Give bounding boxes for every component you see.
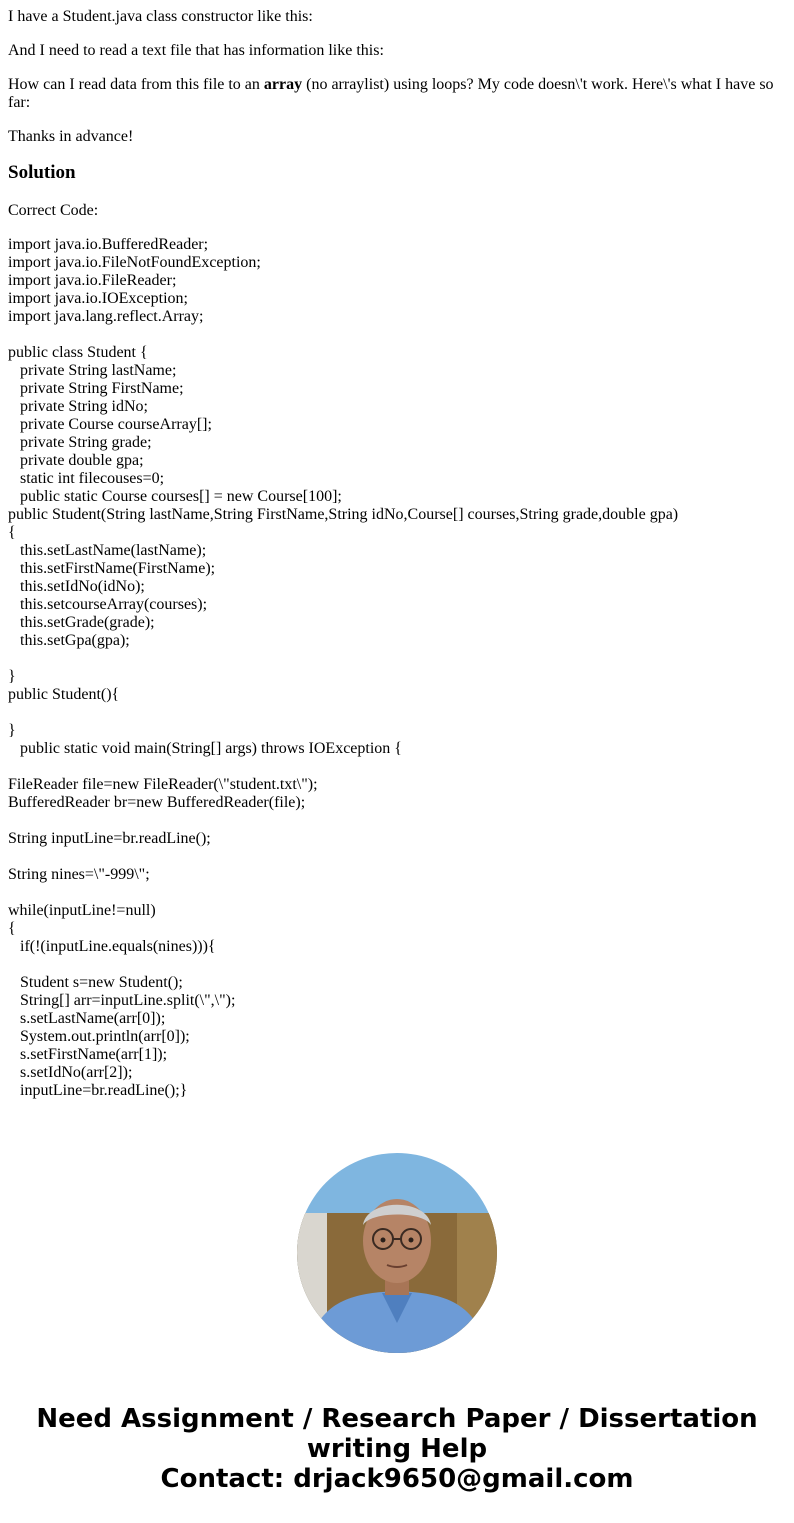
question-main-start: How can I read data from this file to an xyxy=(8,76,264,93)
code-line: this.setGpa(gpa); xyxy=(8,632,130,649)
solution-intro: Correct Code: xyxy=(8,202,99,219)
solution-heading: Solution xyxy=(8,162,76,183)
code-line xyxy=(8,848,786,866)
code-line: while(inputLine!=null) xyxy=(8,902,156,919)
code-line xyxy=(8,812,786,830)
code-line xyxy=(8,326,786,344)
code-line: s.setLastName(arr[0]); xyxy=(8,1010,166,1027)
author-avatar xyxy=(297,1153,497,1353)
code-line: static int filecouses=0; xyxy=(8,470,165,487)
code-line: Student s=new Student(); xyxy=(8,974,183,991)
code-line: { xyxy=(8,524,16,541)
code-line: private String lastName; xyxy=(8,362,177,379)
code-line: import java.io.FileNotFoundException; xyxy=(8,254,261,271)
code-line: this.setGrade(grade); xyxy=(8,614,155,631)
code-line: } xyxy=(8,668,16,685)
promo-line-2: writing Help xyxy=(306,1434,488,1464)
code-line xyxy=(8,704,786,722)
code-line: { xyxy=(8,920,16,937)
code-line: private double gpa; xyxy=(8,452,144,469)
promo-banner xyxy=(0,1404,794,1494)
question-file-note: And I need to read a text file that has information like this: xyxy=(8,42,384,59)
question-main-end: (no arraylist) using loops? My code doesn\'t work. Here\'s what I have so far: xyxy=(8,76,774,111)
code-line: FileReader file=new FileReader(\"student.txt\"); xyxy=(8,776,318,793)
code-line xyxy=(8,758,786,776)
promo-contact: Contact: drjack9650@gmail.com xyxy=(160,1464,634,1494)
question-main-bold: array xyxy=(263,76,303,93)
code-line xyxy=(8,956,786,974)
code-line: public Student(String lastName,String FirstName,String idNo,Course[] courses,String grade,double gpa) xyxy=(8,506,679,523)
code-line: this.setcourseArray(courses); xyxy=(8,596,208,613)
promo-line-1: Need Assignment / Research Paper / Dissertation xyxy=(36,1404,758,1434)
code-line: this.setLastName(lastName); xyxy=(8,542,207,559)
question-thanks: Thanks in advance! xyxy=(8,128,134,145)
code-line: private String grade; xyxy=(8,434,152,451)
code-line: public class Student { xyxy=(8,344,148,361)
code-line xyxy=(8,884,786,902)
question-main xyxy=(8,76,786,112)
code-line: s.setIdNo(arr[2]); xyxy=(8,1064,133,1081)
code-line: import java.io.IOException; xyxy=(8,290,188,307)
code-line: import java.lang.reflect.Array; xyxy=(8,308,204,325)
question-intro: I have a Student.java class constructor like this: xyxy=(8,8,313,25)
code-line: public Student(){ xyxy=(8,686,120,703)
code-line: public static Course courses[] = new Course[100]; xyxy=(8,488,342,505)
code-line: private String idNo; xyxy=(8,398,148,415)
code-line: this.setIdNo(idNo); xyxy=(8,578,145,595)
code-line: String nines=\"-999\"; xyxy=(8,866,150,883)
author-photo xyxy=(297,1153,497,1353)
code-line xyxy=(8,650,786,668)
code-line: import java.io.BufferedReader; xyxy=(8,236,209,253)
code-line: import java.io.FileReader; xyxy=(8,272,177,289)
code-line: BufferedReader br=new BufferedReader(file); xyxy=(8,794,306,811)
code-line: if(!(inputLine.equals(nines))){ xyxy=(8,938,216,955)
code-line: this.setFirstName(FirstName); xyxy=(8,560,216,577)
code-line: s.setFirstName(arr[1]); xyxy=(8,1046,168,1063)
code-line: inputLine=br.readLine();} xyxy=(8,1082,188,1099)
code-block xyxy=(8,236,786,1100)
code-line: String[] arr=inputLine.split(\",\"); xyxy=(8,992,236,1009)
code-line: System.out.println(arr[0]); xyxy=(8,1028,190,1045)
code-line: } xyxy=(8,722,16,739)
code-line: String inputLine=br.readLine(); xyxy=(8,830,211,847)
code-line: private Course courseArray[]; xyxy=(8,416,212,433)
code-line: public static void main(String[] args) throws IOException { xyxy=(8,740,402,757)
code-line: private String FirstName; xyxy=(8,380,184,397)
